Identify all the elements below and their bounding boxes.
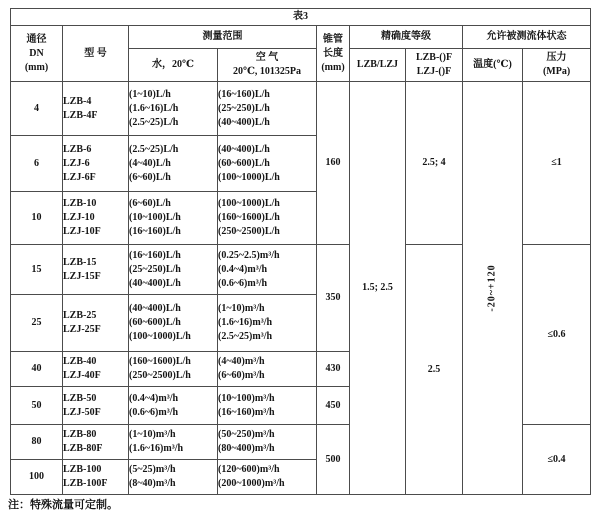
header-cone-length: 锥管 长度 (mm) xyxy=(317,26,350,82)
water-range-cell: (1~10)m³/h (1.6~16)m³/h xyxy=(129,425,218,460)
flow-meter-spec-table xyxy=(10,8,591,495)
header-accuracy-f: LZB-()F LZJ-()F xyxy=(406,49,463,82)
air-range-cell: (16~160)L/h (25~250)L/h (40~400)L/h xyxy=(218,82,317,136)
header-model: 型 号 xyxy=(63,26,129,82)
water-range-cell: (0.4~4)m³/h (0.6~6)m³/h xyxy=(129,387,218,425)
water-range-cell: (40~400)L/h (60~600)L/h (100~1000)L/h xyxy=(129,295,218,352)
dn-cell: 15 xyxy=(11,245,63,295)
dn-cell: 40 xyxy=(11,352,63,387)
air-range-cell: (4~40)m³/h (6~60)m³/h xyxy=(218,352,317,387)
air-range-cell: (0.25~2.5)m³/h (0.4~4)m³/h (0.6~6)m³/h xyxy=(218,245,317,295)
table-title: 表3 xyxy=(11,9,591,26)
temperature-value: -20~+120 xyxy=(486,264,498,312)
dn-cell: 80 xyxy=(11,425,63,460)
header-dn: 通径 DN (mm) xyxy=(11,26,63,82)
header-pressure: 压力 (MPa) xyxy=(523,49,591,82)
dn-cell: 10 xyxy=(11,192,63,245)
dn-cell: 6 xyxy=(11,136,63,192)
accuracy-lzb-lzj-cell: 1.5; 2.5 xyxy=(350,82,406,495)
air-range-cell: (100~1000)L/h (160~1600)L/h (250~2500)L/h xyxy=(218,192,317,245)
model-cell: LZB-15 LZJ-15F xyxy=(63,245,129,295)
dn-cell: 100 xyxy=(11,460,63,495)
water-range-cell: (6~60)L/h (10~100)L/h (16~160)L/h xyxy=(129,192,218,245)
cone-length-cell: 430 xyxy=(317,352,350,387)
header-fluid-state: 允许被测流体状态 xyxy=(463,26,591,49)
model-cell: LZB-25 LZJ-25F xyxy=(63,295,129,352)
cone-length-cell: 160 xyxy=(317,82,350,245)
header-water: 水，20℃ xyxy=(129,49,218,82)
pressure-cell: ≤0.4 xyxy=(523,425,591,495)
water-range-cell: (2.5~25)L/h (4~40)L/h (6~60)L/h xyxy=(129,136,218,192)
air-range-cell: (1~10)m³/h (1.6~16)m³/h (2.5~25)m³/h xyxy=(218,295,317,352)
header-air: 空 气 20℃, 101325Pa xyxy=(218,49,317,82)
dn-cell: 25 xyxy=(11,295,63,352)
model-cell: LZB-6 LZJ-6 LZJ-6F xyxy=(63,136,129,192)
pressure-cell: ≤1 xyxy=(523,82,591,245)
water-range-cell: (16~160)L/h (25~250)L/h (40~400)L/h xyxy=(129,245,218,295)
cone-length-cell: 350 xyxy=(317,245,350,352)
header-temperature: 温度(℃) xyxy=(463,49,523,82)
dn-cell: 50 xyxy=(11,387,63,425)
model-cell: LZB-80 LZB-80F xyxy=(63,425,129,460)
header-measuring-range: 测量范围 xyxy=(129,26,317,49)
water-range-cell: (160~1600)L/h (250~2500)L/h xyxy=(129,352,218,387)
model-cell: LZB-10 LZJ-10 LZJ-10F xyxy=(63,192,129,245)
footnote: 注：特殊流量可定制。 xyxy=(8,499,118,511)
air-range-cell: (10~100)m³/h (16~160)m³/h xyxy=(218,387,317,425)
cone-length-cell: 450 xyxy=(317,387,350,425)
dn-cell: 4 xyxy=(11,82,63,136)
water-range-cell: (5~25)m³/h (8~40)m³/h xyxy=(129,460,218,495)
pressure-cell: ≤0.6 xyxy=(523,245,591,425)
air-range-cell: (50~250)m³/h (80~400)m³/h xyxy=(218,425,317,460)
header-accuracy-lzb-lzj: LZB/LZJ xyxy=(350,49,406,82)
model-cell: LZB-4 LZB-4F xyxy=(63,82,129,136)
air-range-cell: (40~400)L/h (60~600)L/h (100~1000)L/h xyxy=(218,136,317,192)
cone-length-cell: 500 xyxy=(317,425,350,495)
accuracy-f-cell: 2.5 xyxy=(406,245,463,495)
accuracy-f-cell: 2.5; 4 xyxy=(406,82,463,245)
model-cell: LZB-40 LZJ-40F xyxy=(63,352,129,387)
table-row xyxy=(11,82,591,136)
air-range-cell: (120~600)m³/h (200~1000)m³/h xyxy=(218,460,317,495)
model-cell: LZB-50 LZJ-50F xyxy=(63,387,129,425)
model-cell: LZB-100 LZB-100F xyxy=(63,460,129,495)
temperature-cell xyxy=(463,82,523,495)
header-accuracy-class: 精确度等级 xyxy=(350,26,463,49)
water-range-cell: (1~10)L/h (1.6~16)L/h (2.5~25)L/h xyxy=(129,82,218,136)
